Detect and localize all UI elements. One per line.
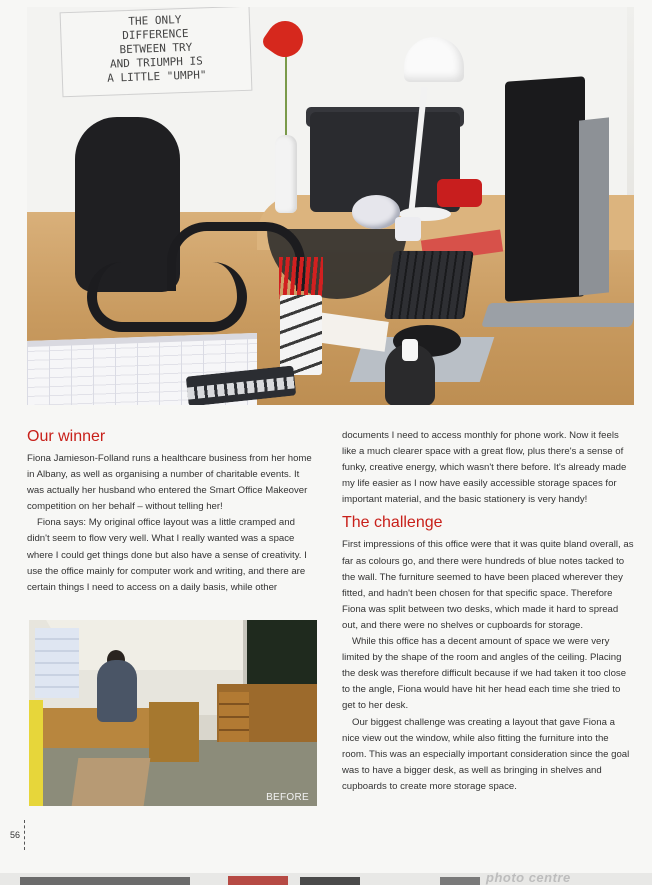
body-paragraph: Fiona Jamieson-Folland runs a healthcare business from her home in Albany, as well as organising a number of charitable events. It was actually her husband who entered the Smart Office Makeover competition on her behalf – without telling her!: [27, 453, 312, 513]
before-wall-notes: [35, 628, 79, 698]
before-person: [97, 660, 137, 722]
flower-stem: [285, 47, 287, 139]
footer-brand-logo: photo centre: [486, 870, 571, 885]
left-text-column: [27, 428, 317, 596]
whiteboard-line: THE ONLY: [128, 13, 182, 28]
footer-image-fragment: [300, 877, 360, 885]
monitor-stand: [481, 303, 634, 327]
before-window: [243, 620, 317, 690]
whiteboard-line: A LITTLE "UMPH": [107, 68, 207, 85]
body-paragraph: Our biggest challenge was creating a layout that gave Fiona a nice view out the window, while also fitting the furniture into the room. This was an especially important consideration since the goal was to have a bigger desk, as well as bringing in shelves and cupboards to create more storage space.: [342, 716, 630, 792]
before-desk-middle: [149, 702, 199, 762]
footer-image-fragment: [440, 877, 480, 885]
before-label: BEFORE: [266, 792, 309, 803]
body-paragraph: First impressions of this office were that it was quite bland overall, as far as colours go, and there were hundreds of blue notes tacked to the wall. The furniture seemed to have been placed wherever they fitted, and hadn't been chosen for that specific space. Therefore Fiona was split between two desks, which made it hard to spread out, and there were no shelves or cupboards for storage.: [342, 539, 634, 631]
monitor-back-panel: [579, 117, 609, 295]
footer-image-fragment: [20, 877, 190, 885]
page-number: 56: [10, 830, 21, 840]
heading-the-challenge: The challenge: [342, 514, 443, 532]
white-vase: [275, 135, 297, 213]
body-paragraph: Fiona says: My original office layout was a little cramped and didn't seem to flow very well. What I really wanted was a space where I could get things done but also have a sense of creativity. I use the office mainly for computer work and writing, and there are certain things I need to access on a daily basis, while other: [27, 517, 307, 593]
whiteboard-line: BETWEEN TRY: [119, 40, 193, 57]
body-paragraph: documents I need to access monthly for phone work. Now it feels like a much clearer space with a great flow, plus there's a sense of funky, creative energy, which wasn't there before. It's already made my life easier as I now have easily accessible storage spaces for important material, and the basic stationery is very handy!: [342, 430, 627, 506]
body-paragraph: While this office has a decent amount of space we were very limited by the shape of the room and angles of the ceiling. Placing the desk was therefore difficult because if we had taken it too close to the angle, Fiona would have hit her head each time she tried to get to her desk.: [342, 636, 627, 712]
teapot: [352, 195, 400, 229]
before-yellow-object: [29, 700, 43, 806]
heading-our-winner: Our winner: [27, 428, 106, 445]
whiteboard-quote: [60, 7, 253, 97]
right-text-column: [342, 428, 634, 795]
before-office-photo: [29, 620, 317, 806]
footer-image-fragment: [228, 876, 288, 885]
keyboard: [384, 251, 474, 319]
page-number-divider: [24, 820, 26, 850]
tape-roll: [402, 339, 418, 361]
before-cardboard-box: [72, 758, 151, 806]
office-chair-base: [87, 262, 247, 332]
hero-office-photo: [27, 7, 634, 405]
before-drawers: [219, 692, 249, 742]
red-pens: [279, 257, 323, 299]
computer-monitor: [505, 76, 585, 302]
whiteboard-line: AND TRIUMPH IS: [109, 54, 203, 71]
red-stapler: [437, 179, 482, 207]
whiteboard-line: DIFFERENCE: [122, 26, 189, 43]
pen-cup: [280, 295, 322, 375]
mug: [395, 217, 421, 241]
